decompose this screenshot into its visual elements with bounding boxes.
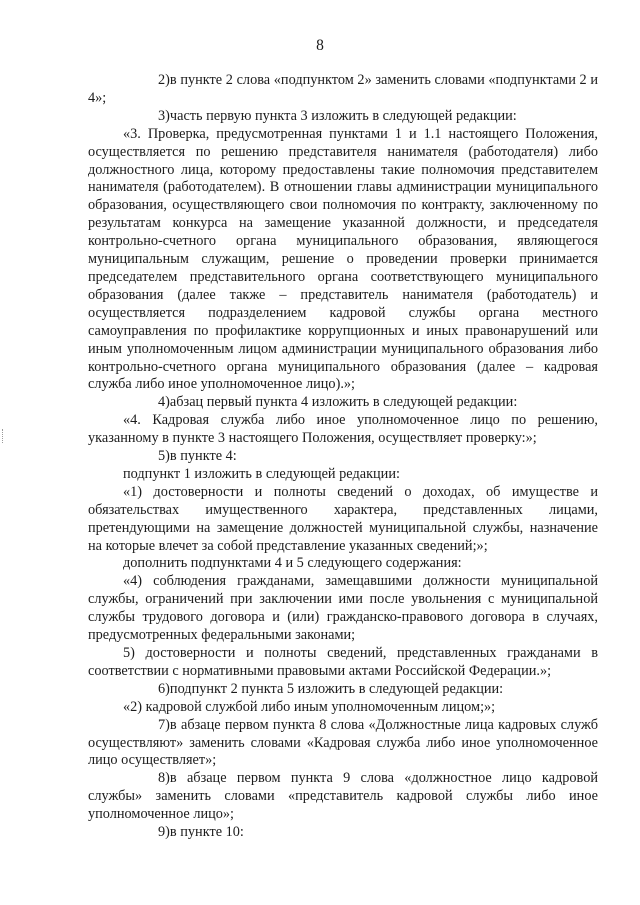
list-number: 9) (158, 824, 170, 841)
paragraph (88, 824, 598, 842)
document-body (88, 72, 598, 842)
paragraph (88, 681, 598, 699)
list-number: 4) (158, 394, 170, 411)
list-number: 2) (158, 72, 170, 88)
list-number: 3) (158, 107, 170, 124)
paragraph (88, 108, 598, 126)
paragraph-text: в абзаце первом пункта 8 слова «Должностные лица кадровых служб осуществляют» заменить словами «Кадровая служба либо иное уполномоченное лицо осуществляет»; (88, 716, 598, 769)
paragraph-text: «2) кадровой службой либо иным уполномоченным лицом;»; (123, 698, 496, 715)
paragraph (88, 645, 598, 681)
list-number: 8) (158, 770, 170, 787)
paragraph (88, 717, 598, 771)
paragraph (88, 72, 598, 108)
paragraph-text: в пункте 4: (169, 448, 237, 465)
margin-mark (2, 429, 5, 443)
paragraph-text: в пункте 10: (169, 824, 244, 841)
paragraph (88, 126, 598, 395)
paragraph (88, 466, 598, 484)
page-number: 8 (316, 37, 324, 54)
paragraph-text: подпункт 1 изложить в следующей редакции: (123, 465, 400, 482)
paragraph-text: в абзаце первом пункта 9 слова «должностное лицо кадровой службы» заменить словами «представитель кадровой службы либо иное уполномоченное лицо»; (88, 770, 598, 823)
paragraph (88, 448, 598, 466)
list-number: 5) (158, 448, 170, 465)
paragraph (88, 484, 598, 556)
paragraph-text: подпункт 2 пункта 5 изложить в следующей редакции: (169, 680, 504, 697)
list-number: 7) (158, 716, 170, 733)
paragraph (88, 770, 598, 824)
paragraph-text: часть первую пункта 3 изложить в следующей редакции: (169, 107, 517, 124)
paragraph-text: абзац первый пункта 4 изложить в следующей редакции: (169, 394, 518, 411)
paragraph-text: «1) достоверности и полноты сведений о доходах, об имуществе и обязательствах имущественного характера, представленных лицами, претендующими на замещение должностей муниципальной службы, назначение на которые влечет за собой представление указанных сведений;»; (88, 483, 598, 554)
paragraph (88, 555, 598, 573)
paragraph-text: 5) достоверности и полноты сведений, представленных гражданами в соответствии с нормативными правовыми актами Российской Федерации.»; (88, 645, 598, 679)
paragraph (88, 573, 598, 645)
paragraph-text: «3. Проверка, предусмотренная пунктами 1 и 1.1 настоящего Положения, осуществляется по решению представителя нанимателя (работодателя) либо должностного лица, которому предоставлены такие полномочия представителем нанимателя (работодателем). В отношении главы администрации муниципального образования, осуществляющего свои полномочия по контракту, заключенному по результатам конкурса на замещение указанной должности, и председателя контрольно-счетного органа муниципального образования, являющегося муниципальным служащим, решение о проведении проверки принимается председателем представительного органа соответствующего муниципального образования (далее также – представитель нанимателя (работодатель) и осуществляется подразделением кадровой службы органа местного самоуправления по профилактике коррупционных и иных правонарушений или иным уполномоченным лицом администрации муниципального образования либо контрольно-счетного органа муниципального образования (далее – кадровая служба либо иное уполномоченное лицо).»; (88, 125, 598, 393)
paragraph-text: «4) соблюдения гражданами, замещавшими должности муниципальной службы, ограничений при заключении ими после увольнения с муниципальной службы трудового договора и (или) гражданско-правового договора в случаях, предусмотренных федеральными законами; (88, 573, 598, 644)
paragraph (88, 412, 598, 448)
paragraph (88, 394, 598, 412)
paragraph-text: «4. Кадровая служба либо иное уполномоченное лицо по решению, указанному в пункте 3 настоящего Положения, осуществляет проверку:»; (88, 412, 598, 447)
list-number: 6) (158, 680, 170, 697)
paragraph-text: дополнить подпунктами 4 и 5 следующего содержания: (123, 555, 462, 572)
paragraph-text: в пункте 2 слова «подпунктом 2» заменить словами «подпунктами 2 и 4»; (88, 72, 598, 106)
paragraph (88, 699, 598, 717)
